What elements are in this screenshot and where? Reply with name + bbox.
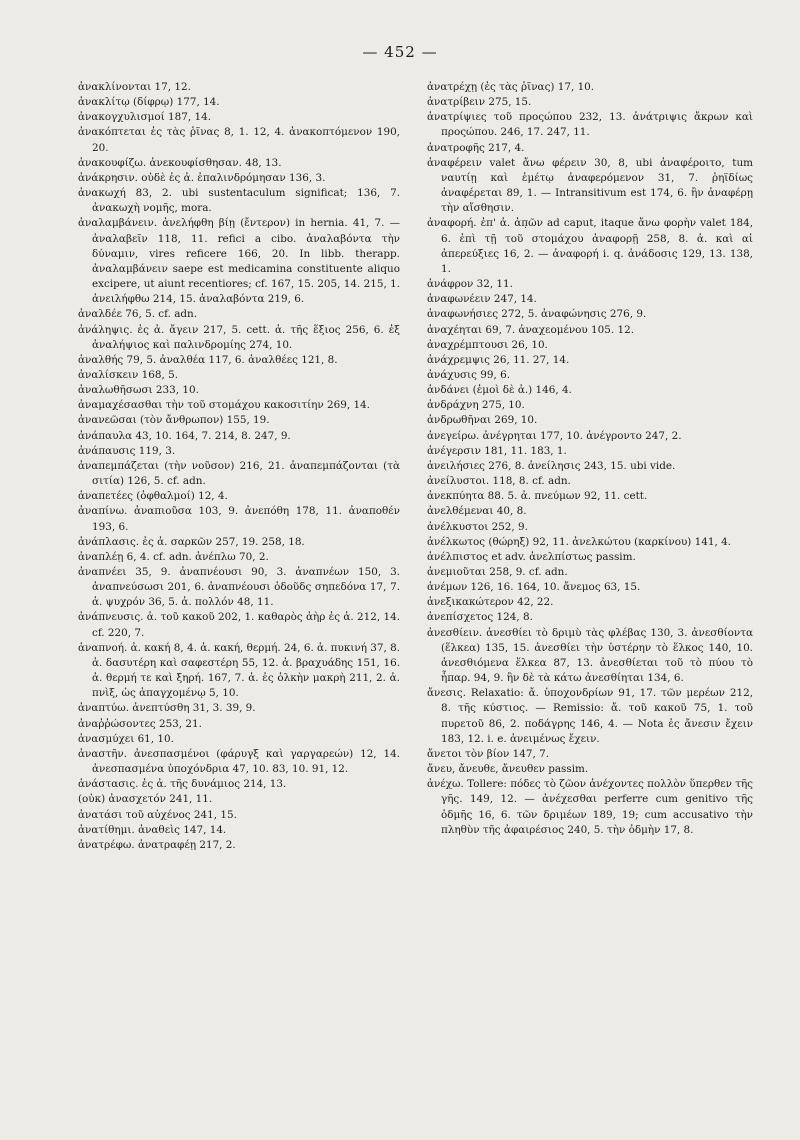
index-entry: ἀνέλπιστος et adv. ἀνελπίστως passim. xyxy=(427,550,636,563)
index-entry: ἀνεμιοῦται 258, 9. cf. adn. xyxy=(427,566,568,578)
index-entry: ἀνδάνει (ἐμοὶ δὲ ἀ.) 146, 4. xyxy=(427,384,572,397)
index-entry: ἀνέλκωτος (θώρηξ) 92, 11. ἀνελκώτου (καρκίνου) 141, 4. xyxy=(427,535,731,548)
index-entry: ἀνάχρεμψις 26, 11. 27, 14. xyxy=(427,353,570,366)
index-entry: ἀνέλκυστοι 252, 9. xyxy=(427,520,528,533)
index-entry: ἀνάπνευσις. ἀ. τοῦ κακοῦ 202, 1. καθαρὸς ἀὴρ ἐς ἀ. 212, 14. cf. 220, 7. xyxy=(78,611,400,639)
page-number: — 452 — xyxy=(362,43,438,61)
index-entry: ἀνειλήσιες 276, 8. ἀνείλησις 243, 15. ubi vide. xyxy=(427,459,676,472)
index-entry: ἀνάπαυσις 119, 3. xyxy=(78,444,176,457)
index-entry: ἀναπλέῃ 6, 4. cf. adn. ἀνέπλω 70, 2. xyxy=(78,550,269,563)
index-entry: ἀνακωχή 83, 2. ubi sustentaculum significat; 136, 7. ἀνακωχὴ νομῆς, mora. xyxy=(78,187,400,215)
index-entry: ἀναχρέμπτουσι 26, 10. xyxy=(427,338,548,351)
right-column xyxy=(427,80,753,838)
index-entry: ἀνεξικακώτερον 42, 22. xyxy=(427,596,554,609)
index-entry: ἀνατρίβειν 275, 15. xyxy=(427,96,532,109)
index-entry: ἀναλωθῆσωσι 233, 10. xyxy=(78,384,199,397)
index-entry: ἀνάπαυλα 43, 10. 164, 7. 214, 8. 247, 9. xyxy=(78,429,291,442)
index-entry: ἀναφωνήσιες 272, 5. ἀναφώνησις 276, 9. xyxy=(427,308,647,321)
index-entry: ἀναπτύω. ἀνεπτύσθη 31, 3. 39, 9. xyxy=(78,702,256,715)
index-entry: ἀνάπλασις. ἐς ἀ. σαρκῶν 257, 19. 258, 18. xyxy=(78,535,305,548)
index-entry: ἀνείλυστοι. 118, 8. cf. adn. xyxy=(427,475,571,488)
index-entry: ἀνάκρησιν. οὐδὲ ἐς ἀ. ἐπαλινδρόμησαν 136, 3. xyxy=(78,171,326,184)
index-entry: ἀνέγερσιν 181, 11. 183, 1. xyxy=(427,444,567,457)
index-entry: (οὐκ) ἀνασχετόν 241, 11. xyxy=(78,793,213,806)
index-entry: ἀνατρέχῃ (ἐς τὰς ῥῖνας) 17, 10. xyxy=(427,81,595,93)
index-entry: ἀναπεμπάζεται (τὴν νοῦσον) 216, 21. ἀναπεμπάζονται (τὰ σιτία) 126, 5. cf. adn. xyxy=(78,459,400,488)
index-entry: ἀνεγείρω. ἀνέγρηται 177, 10. ἀνέγροντο 247, 2. xyxy=(427,429,682,442)
index-entry: ἀνατροφῆς 217, 4. xyxy=(427,141,525,154)
index-entry: ἀναφορή. ἐπ' ἀ. ἀπ̣ῶν ad caput, itaque ἄνω φορὴν valet 184, 6. ἐπὶ τῇ τοῦ στομάχου ἀναφορῇ 258, 8. ἀ. καὶ αἱ ἀπερεύξιες 16, 2. — ἀναφορή i. q. ἀνάδοσις 129, 13. 138, 1. xyxy=(427,217,753,275)
left-column xyxy=(78,80,400,853)
index-entry: ἀνδρωθῆναι 269, 10. xyxy=(427,414,538,427)
index-entry: ἀνατρέφω. ἀνατραφέῃ 217, 2. xyxy=(78,838,236,851)
index-entry: ἀνδράχνη 275, 10. xyxy=(427,399,525,412)
index-entry: ἀνελθέμεναι 40, 8. xyxy=(427,505,527,518)
index-entry: ἀναλαμβάνειν. ἀνελήφθη βίῃ (ἔντερον) in hernia. 41, 7. — ἀναλαβεῖν 118, 11. refici a cibo. ἀναλαβόντα τὴν δύναμιν, vires reficere 166, 20. In libb. therapp. ἀναλαμβάνειν saepe est medicamina constituente aliquo excipere, ut aiunt recentiores; cf. 167, 15. 205, 14. 215, 1. ἀνειλήφθω 214, 15. ἀναλαβόντα 219, 6. xyxy=(78,217,400,306)
index-entry: ἀνάστασις. ἐς ἀ. τῆς δυνάμιος 214, 13. xyxy=(78,778,287,791)
index-entry: ἀνασμύχει 61, 10. xyxy=(78,732,174,745)
index-entry: ἀναλθής 79, 5. ἀναλθέα 117, 6. ἀναλθέες 121, 8. xyxy=(78,353,338,366)
index-entry: ἀνεσθίειν. ἀνεσθίει τὸ δριμὺ τὰς φλέβας 130, 3. ἀνεσθίοντα (ἕλκεα) 135, 15. ἀνεσθίει τὴν ὑστέρην τὸ ἕλκος 140, 10. ἀνεσθιόμενα ἕλκεα 87, 13. ἀνεσθίεται τοῦ τὸ πύου τὸ ἧπαρ. 94, 9. ἢν δὲ τὰ κάτω ἀνεσθίηται 134, 6. xyxy=(427,626,753,685)
index-entry: ἄνευ, ἄνευθε, ἄνευθεν passim. xyxy=(427,763,589,776)
index-entry: ἀναχέηται 69, 7. ἀναχεομένου 105. 12. xyxy=(427,323,635,336)
index-entry: ἀναπνέει 35, 9. ἀναπνέουσι 90, 3. ἀναπνέων 150, 3. ἀναπνεύσωσι 201, 6. ἀναπνέουσι ὁδοῦδς σηπεδόνα 17, 7. ἀ. ψυχρόν 36, 5. ἀ. πολλόν 48, 11. xyxy=(78,566,400,609)
index-entry: ἀνακλίτῳ (δίφρῳ) 177, 14. xyxy=(78,96,220,109)
index-entry: ἀνέμων 126, 16. 164, 10. ἄνεμος 63, 15. xyxy=(427,581,641,594)
index-entry: ἀναμαχέσασθαι τὴν τοῦ στομάχου κακοσιτίην 269, 14. xyxy=(78,399,370,412)
index-entry: ἀνακογχυλισμοί 187, 14. xyxy=(78,111,212,124)
index-entry: ἀνεκπύητα 88. 5. ἀ. πνεύμων 92, 11. cett. xyxy=(427,490,648,503)
index-entry: ἄνετοι τὸν βίον 147, 7. xyxy=(427,747,550,760)
index-entry: ἀναῤῥώσοντες 253, 21. xyxy=(78,717,202,730)
index-entry: ἀναλίσκειν 168, 5. xyxy=(78,368,179,381)
index-entry: ἀνάληψις. ἐς ἀ. ἄγειν 217, 5. cett. ἀ. τῆς ἕξιος 256, 6. ἐξ ἀναλήψιος καὶ παλινδρομίης 274, 10. xyxy=(78,323,400,351)
index-entry: ἀνατίθημι. ἀναθεὶς 147, 14. xyxy=(78,823,227,836)
index-entry: ἀναστῆν. ἀνεσπασμένοι (φάρυγξ καὶ γαργαρεών) 12, 14. ἀνεσπασμένα ὑποχόνδρια 47, 10. 83, 10. 91, 12. xyxy=(78,747,400,776)
index-entry: ἀνατρίψιες τοῦ προςώπου 232, 13. ἀνάτριψις ἄκρων καὶ προςώπου. 246, 17. 247, 11. xyxy=(427,111,753,139)
index-entry: ἀναπίνω. ἀναπιοῦσα 103, 9. ἀνεπόθη 178, 11. ἀναποθέν 193, 6. xyxy=(78,505,400,533)
index-entry: ἀνακουφίζω. ἀνεκουφίσθησαν. 48, 13. xyxy=(78,156,282,169)
index-entry: ἄνεσις. Relaxatio: ἄ. ὑποχονδρίων 91, 17. τῶν μερέων 212, 8. τῆς κύστιος. — Remissio: ἄ. τοῦ κακοῦ 75, 1. τοῦ πυρετοῦ 86, 2. ποδάγρης 146, 4. — Nota ἐς ἄνεσιν ἔχειν 183, 12. i. e. ἀνειμένως ἔχειν. xyxy=(427,687,753,745)
index-entry: ἀναφωνέειν 247, 14. xyxy=(427,293,537,306)
index-entry: ἀνάχυσις 99, 6. xyxy=(427,368,510,381)
index-entry: ἀναφέρειν valet ἄνω φέρειν 30, 8, ubi ἀναφέροιτο, tum ναυτίῃ καὶ ἐμέτῳ ἀναφερόμενον 31, 7. ῥηϊδίως ἀναφέρεται 89, 1. — Intransitivum est 174, 6. ἢν ἀναφέρῃ τὴν αἴσθησιν. xyxy=(427,156,753,215)
index-entry: ἀναπετέες (ὀφθαλμοί) 12, 4. xyxy=(78,490,228,503)
index-entry: ἀναλδέε 76, 5. cf. adn. xyxy=(78,308,198,321)
index-entry: ἀνανεῶσαι (τὸν ἄνθρωπον) 155, 19. xyxy=(78,414,270,427)
index-entry: ἀνέχω. Tollere: πόδες τὸ ζῶον ἀνέχοντες πολλὸν ὕπερθεν τῆς γῆς. 149, 12. — ἀνέχεσθαι perferre cum genitivo τῆς ὀδμῆς 16, 6. τῶν δριμέων 189, 19; cum accusativo τὴν πληθὺν τῆς ἀφαιρέσιος 240, 5. τὴν ὀδμὴν 17, 8. xyxy=(427,778,753,836)
index-entry: ἀνάφρον 32, 11. xyxy=(427,278,513,291)
index-entry: ἀνακόπτεται ἐς τὰς ῥῖνας 8, 1. 12, 4. ἀνακοπτόμενον 190, 20. xyxy=(78,126,400,154)
index-entry: ἀνεπίσχετος 124, 8. xyxy=(427,611,533,624)
index-entry: ἀνακλίνονται 17, 12. xyxy=(78,81,191,93)
index-entry: ἀναπνοή. ἀ. κακή 8, 4. ἀ. κακή, θερμή. 24, 6. ἀ. πυκινή 37, 8. ἀ. δασυτέρη καὶ σαφεστέρη 55, 12. ἀ. βραχυάδης 151, 16. ἀ. θερμή τε καὶ ξηρή. 167, 7. ἀ. ἐς ὁλκὴν μακρὴ 211, 2. ἀ. πνὶξ, ὡς ἀπαγχομένῳ 5, 10. xyxy=(78,641,400,700)
index-entry: ἀνατάσι τοῦ αὐχένος 241, 15. xyxy=(78,808,237,821)
